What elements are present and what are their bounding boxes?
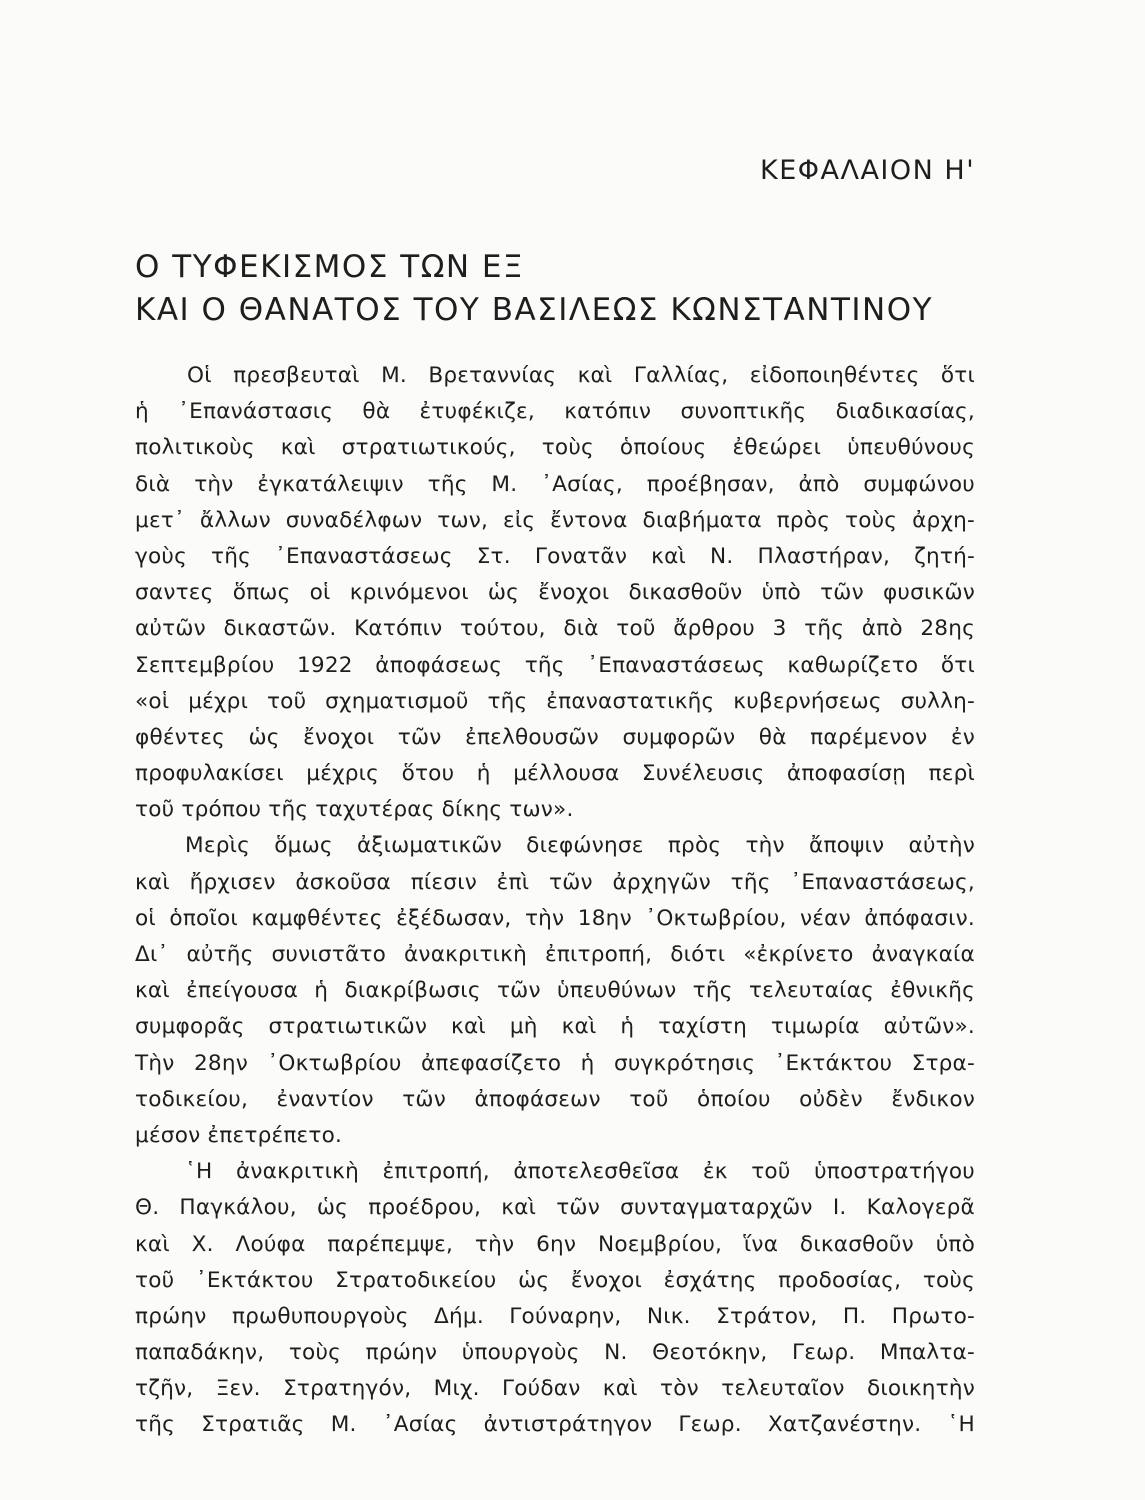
- text-line: ῾Η ἀνακριτικὴ ἐπιτροπή, ἀποτελεσθεῖσα ἐκ τοῦ ὑποστρατήγου: [185, 1159, 975, 1185]
- text-line: πρώην πρωθυπουργοὺς Δήμ. Γούναρην, Νικ. Στράτον, Π. Πρωτο-: [135, 1303, 975, 1329]
- chapter-label: ΚΕΦΑΛΑΙΟΝ Η': [760, 155, 976, 186]
- chapter-title: [135, 246, 933, 332]
- text-line: Θ. Παγκάλου, ὡς προέδρου, καὶ τῶν συνταγματαρχῶν Ι. Καλογερᾶ: [135, 1195, 975, 1221]
- text-line: γοὺς τῆς ᾿Επαναστάσεως Στ. Γονατᾶν καὶ Ν. Πλαστήραν, ζητή-: [135, 543, 975, 569]
- text-line: προφυλακίσει μέχρις ὅτου ἡ μέλλουσα Συνέλευσις ἀποφασίσῃ περὶ: [135, 761, 975, 787]
- text-line: καὶ ἐπείγουσα ἡ διακρίβωσις τῶν ὑπευθύνων τῆς τελευταίας ἐθνικῆς: [135, 978, 975, 1004]
- text-line: οἱ ὁποῖοι καμφθέντες ἐξέδωσαν, τὴν 18ην ᾿Οκτωβρίου, νέαν ἀπόφασιν.: [135, 905, 975, 931]
- text-line: συμφορᾶς στρατιωτικῶν καὶ μὴ καὶ ἡ ταχίστη τιμωρία αὐτῶν».: [135, 1014, 975, 1040]
- body-text: [135, 358, 975, 1444]
- text-line: σαντες ὅπως οἱ κρινόμενοι ὡς ἔνοχοι δικασθοῦν ὑπὸ τῶν φυσικῶν: [135, 580, 975, 606]
- text-line: παπαδάκην, τοὺς πρώην ὑπουργοὺς Ν. Θεοτόκην, Γεωρ. Μπαλτα-: [135, 1340, 975, 1366]
- chapter-title-line: ΚΑΙ Ο ΘΑΝΑΤΟΣ ΤΟΥ ΒΑΣΙΛΕΩΣ ΚΩΝΣΤΑΝΤΙΝΟΥ: [135, 292, 934, 328]
- text-line: «οἱ μέχρι τοῦ σχηματισμοῦ τῆς ἐπαναστατικῆς κυβερνήσεως συλλη-: [135, 688, 975, 714]
- text-line: Μερὶς ὅμως ἀξιωματικῶν διεφώνησε πρὸς τὴν ἄποψιν αὐτὴν: [185, 833, 975, 859]
- text-line: ἡ ᾿Επανάστασις θὰ ἐτυφέκιζε, κατόπιν συνοπτικῆς διαδικασίας,: [135, 399, 975, 425]
- text-line: τζῆν, Ξεν. Στρατηγόν, Μιχ. Γούδαν καὶ τὸν τελευταῖον διοικητὴν: [135, 1376, 975, 1402]
- text-line: τῆς Στρατιᾶς Μ. ᾿Ασίας ἀντιστράτηγον Γεωρ. Χατζανέστην. ῾Η: [135, 1412, 975, 1438]
- text-line: Σεπτεμβρίου 1922 ἀποφάσεως τῆς ᾿Επαναστάσεως καθωρίζετο ὅτι: [135, 652, 975, 678]
- chapter-title-line: Ο ΤΥΦΕΚΙΣΜΟΣ ΤΩΝ ΕΞ: [135, 249, 525, 285]
- text-line: Δι᾿ αὐτῆς συνιστᾶτο ἀνακριτικὴ ἐπιτροπή, διότι «ἐκρίνετο ἀναγκαία: [135, 942, 975, 967]
- text-line: Τὴν 28ην ᾿Οκτωβρίου ἀπεφασίζετο ἡ συγκρότησις ᾿Εκτάκτου Στρα-: [135, 1050, 975, 1076]
- text-line: Οἱ πρεσβευταὶ Μ. Βρεταννίας καὶ Γαλλίας, εἰδοποιηθέντες ὅτι: [187, 363, 975, 388]
- text-line: καὶ Χ. Λούφα παρέπεμψε, τὴν 6ην Νοεμβρίου, ἵνα δικασθοῦν ὑπὸ: [135, 1231, 975, 1257]
- text-line: καὶ ἤρχισεν ἀσκοῦσα πίεσιν ἐπὶ τῶν ἀρχηγῶν τῆς ᾿Επαναστάσεως,: [135, 869, 975, 895]
- text-line: τοῦ ᾿Εκτάκτου Στρατοδικείου ὡς ἔνοχοι ἐσχάτης προδοσίας, τοὺς: [135, 1267, 975, 1293]
- text-line: πολιτικοὺς καὶ στρατιωτικούς, τοὺς ὁποίους ἐθεώρει ὑπευθύνους: [135, 435, 975, 461]
- text-line: φθέντες ὡς ἔνοχοι τῶν ἐπελθουσῶν συμφορῶν θὰ παρέμενον ἐν: [135, 724, 975, 750]
- text-line: αὐτῶν δικαστῶν. Κατόπιν τούτου, διὰ τοῦ ἄρθρου 3 τῆς ἀπὸ 28ης: [135, 616, 975, 642]
- text-line: τοῦ τρόπου τῆς ταχυτέρας δίκης των».: [135, 797, 574, 823]
- text-line: μέσον ἐπετρέπετο.: [135, 1122, 343, 1148]
- text-line: διὰ τὴν ἐγκατάλειψιν τῆς Μ. ᾿Ασίας, προέβησαν, ἀπὸ συμφώνου: [135, 471, 975, 497]
- text-line: τοδικείου, ἐναντίον τῶν ἀποφάσεων τοῦ ὁποίου οὐδὲν ἔνδικον: [135, 1086, 975, 1112]
- text-line: μετ᾿ ἄλλων συναδέλφων των, εἰς ἔντονα διαβήματα πρὸς τοὺς ἀρχη-: [135, 507, 975, 533]
